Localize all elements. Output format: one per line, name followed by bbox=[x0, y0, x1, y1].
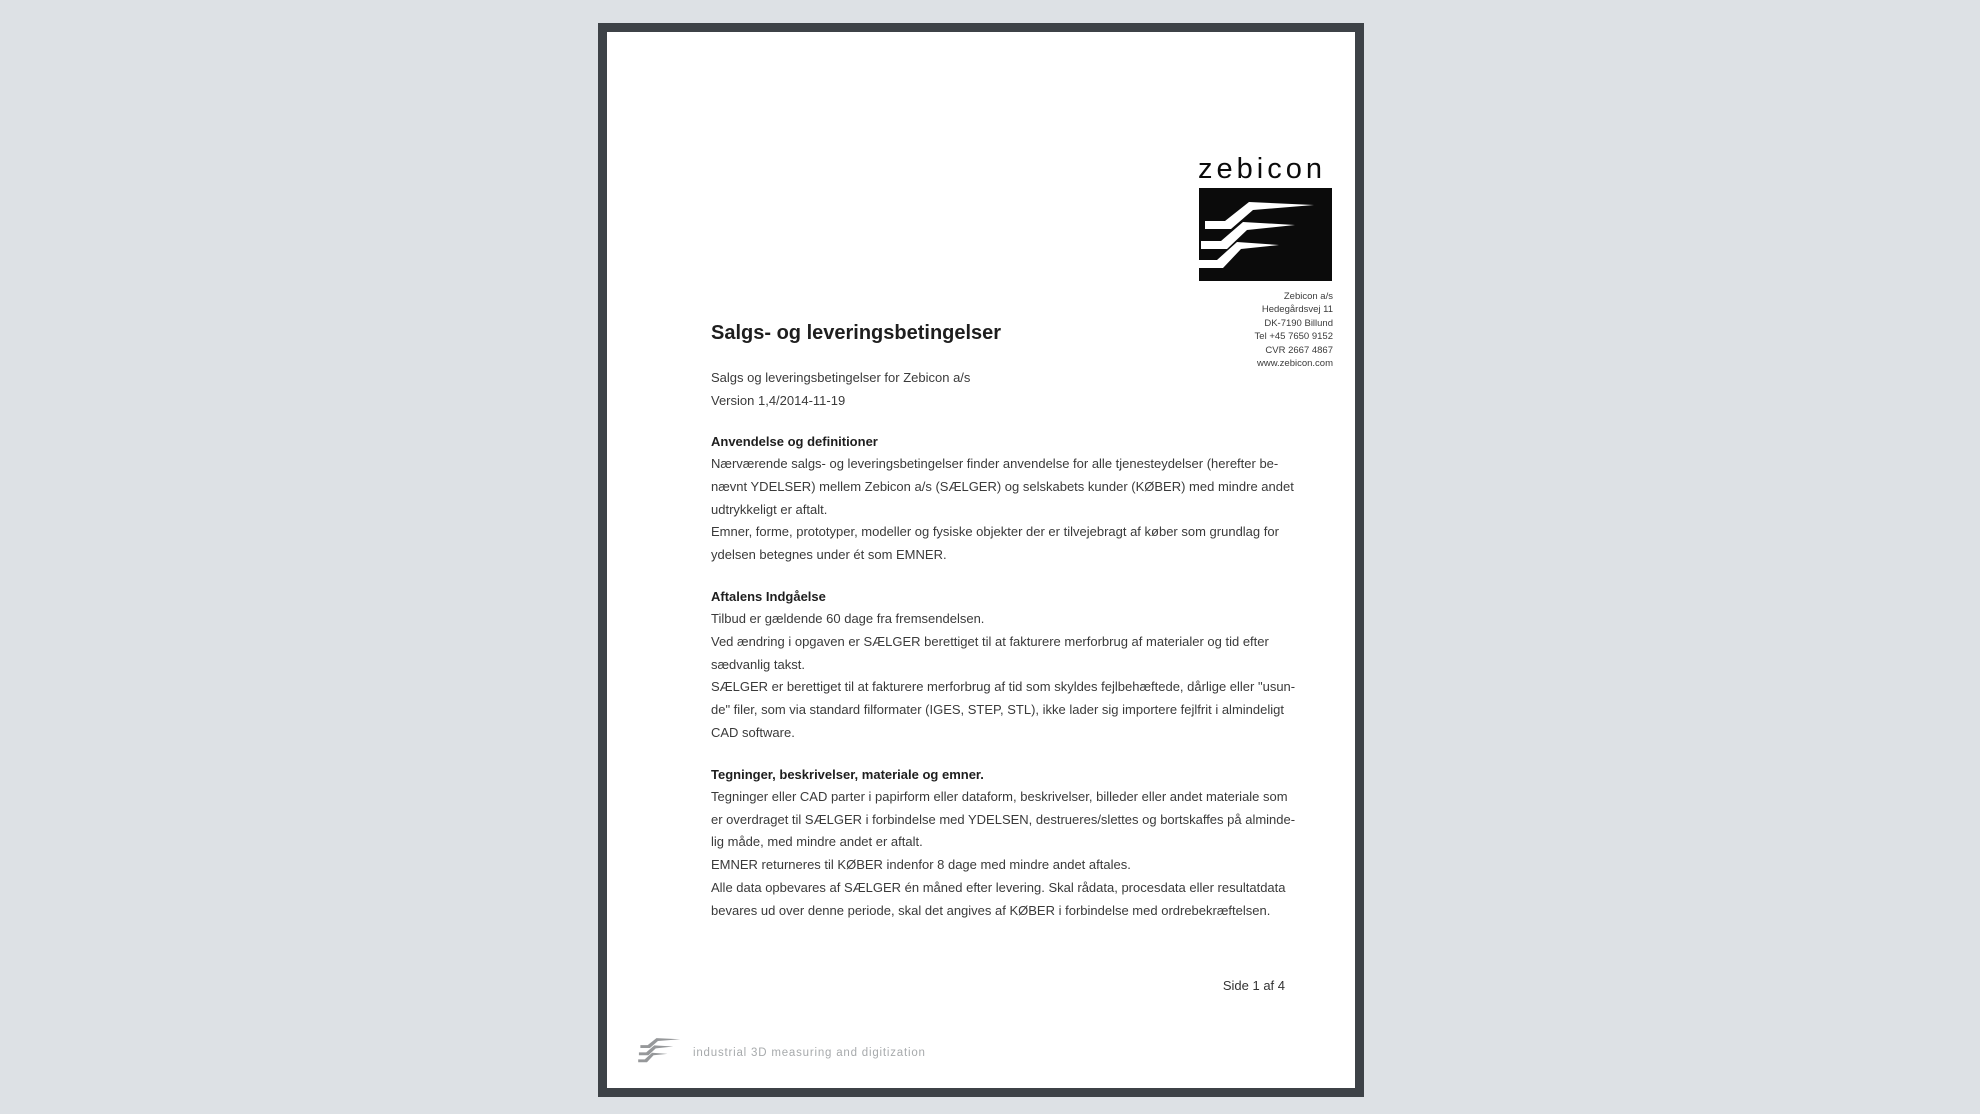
section-heading: Anvendelse og definitioner bbox=[711, 434, 878, 449]
zebicon-stripes-icon bbox=[638, 1033, 687, 1067]
intro-line: Salgs og leveringsbetingelser for Zebicon a/s bbox=[711, 370, 971, 385]
section-heading: Tegninger, beskrivelser, materiale og emner. bbox=[711, 766, 984, 782]
document-page bbox=[607, 32, 1355, 1088]
text-line: de" filer, som via standard filformater (IGES, STEP, STL), ikke lader sig importere fejlfrit i almindeligt bbox=[711, 702, 1284, 718]
text-line: Alle data opbevares af SÆLGER én måned efter levering. Skal rådata, procesdata eller resultatdata bbox=[711, 879, 1286, 895]
address-line: www.zebicon.com bbox=[1256, 358, 1333, 370]
text-line: lig måde, med mindre andet er aftalt. bbox=[711, 834, 923, 850]
text-line: Tilbud er gældende 60 dage fra fremsendelsen. bbox=[711, 610, 985, 626]
text-line: Ved ændring i opgaven er SÆLGER berettiget til at fakturere merforbrug af materialer og tid efter bbox=[711, 633, 1269, 649]
page-title: Salgs- og leveringsbetingelser bbox=[711, 322, 1002, 344]
intro-line: Version 1,4/2014-11-19 bbox=[711, 393, 846, 408]
text-line: er overdraget til SÆLGER i forbindelse med YDELSEN, destrueres/slettes og bortskaffes på alminde- bbox=[711, 811, 1296, 827]
document-page-frame bbox=[598, 23, 1364, 1097]
section-text bbox=[711, 453, 1294, 567]
text-line: Nærværende salgs- og leveringsbetingelser finder anvendelse for alle tjenesteydelser (herefter be- bbox=[711, 456, 1279, 471]
footer-tagline: industrial 3D measuring and digitization bbox=[693, 1047, 926, 1059]
section-heading: Aftalens Indgåelse bbox=[711, 588, 826, 604]
text-line: SÆLGER er berettiget til at fakturere merforbrug af tid som skyldes fejlbehæftede, dårlige eller "usun- bbox=[711, 679, 1296, 695]
zebicon-stripes-icon bbox=[1198, 188, 1333, 281]
text-line: nævnt YDELSER) mellem Zebicon a/s (SÆLGER) og selskabets kunder (KØBER) med mindre andet bbox=[711, 478, 1294, 494]
address-line: Zebicon a/s bbox=[1283, 291, 1333, 302]
company-logo bbox=[1198, 152, 1333, 281]
text-line: Emner, forme, prototyper, modeller og fysiske objekter der er tilvejebragt af køber som grundlag for bbox=[711, 524, 1279, 540]
document-intro bbox=[711, 366, 1284, 412]
text-line: Tegninger eller CAD parter i papirform eller dataform, beskrivelser, billeder eller andet materiale som bbox=[711, 788, 1288, 804]
address-line: DK-7190 Billund bbox=[1264, 317, 1333, 329]
text-line: bevares ud over denne periode, skal det angives af KØBER i forbindelse med ordrebekræftelsen. bbox=[711, 902, 1271, 918]
section-anvendelse bbox=[711, 430, 1294, 567]
text-line: sædvanlig takst. bbox=[711, 656, 805, 672]
address-line: CVR 2667 4867 bbox=[1265, 344, 1333, 356]
address-line: Hedegårdsvej 11 bbox=[1261, 304, 1333, 316]
text-line: CAD software. bbox=[711, 724, 795, 740]
text-line: ydelsen betegnes under ét som EMNER. bbox=[711, 547, 947, 563]
address-line: Tel +45 7650 9152 bbox=[1254, 331, 1333, 343]
logo-wordmark: zebicon bbox=[1198, 153, 1326, 185]
section-tegninger bbox=[711, 763, 1296, 923]
section-text bbox=[711, 608, 1296, 745]
text-line: EMNER returneres til KØBER indenfor 8 dage med mindre andet aftales. bbox=[711, 857, 1131, 873]
section-aftalens-indgaaelse bbox=[711, 585, 1296, 745]
section-text bbox=[711, 786, 1296, 923]
page-number: Side 1 af 4 bbox=[1222, 978, 1285, 993]
text-line: udtrykkeligt er aftalt. bbox=[711, 501, 828, 517]
